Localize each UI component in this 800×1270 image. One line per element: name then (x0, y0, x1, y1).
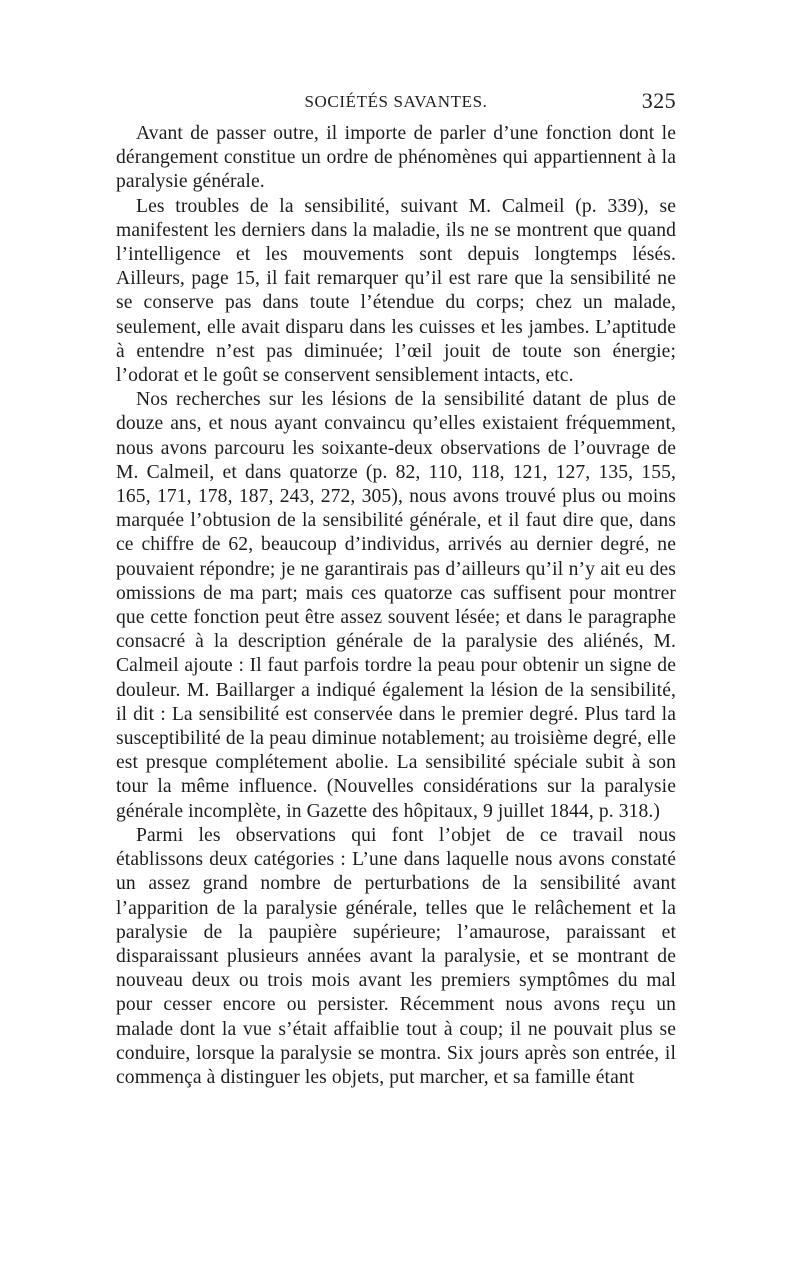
paragraph: Avant de passer outre, il importe de parler d’une fonction dont le dérangement constitue un ordre de phénomènes qui appartiennent à la paralysie générale. (116, 123, 676, 193)
paragraph: Nos recherches sur les lésions de la sensibilité datant de plus de douze ans, et nous ayant convaincu qu’elles existaient fréquemment, nous avons parcouru les soixante-deux observations de l’ouvrage de M. Calmeil, et dans quatorze (p. 82, 110, 118, 121, 127, 135, 155, 165, 171, 178, 187, 243, 272, 305), nous avons trouvé plus ou moins marquée l’obtusion de la sensibilité générale, et il faut dire que, dans ce chiffre de 62, beaucoup d’individus, arrivés au dernier degré, ne pouvaient répondre; je ne garantirais pas d’ailleurs qu’il n’y ait eu des omissions de ma part; mais ces quatorze cas suffisent pour montrer que cette fonction peut être assez souvent lésée; et dans le paragraphe consacré à la description générale de la paralysie des aliénés, M. Calmeil ajoute : Il faut parfois tordre la peau pour obtenir un signe de douleur. M. Baillarger a indiqué également la lésion de la sensibilité, il dit : La sensibilité est conservée dans le premier degré. Plus tard la susceptibilité de la peau diminue notablement; au troisième degré, elle est presque complétement abolie. La sensibilité spéciale subit à son tour la même influence. (Nouvelles considérations sur la paralysie générale incomplète, in Gazette des hôpitaux, 9 juillet 1844, p. 318.) (116, 389, 676, 822)
paragraph: Parmi les observations qui font l’objet de ce travail nous établissons deux catégories : L’une dans laquelle nous avons constaté un assez grand nombre de perturbations de la sensibilité avant l’apparition de la paralysie générale, telles que le relâchement et la paralysie de la paupière supérieure; l’amaurose, paraissant et disparaissant plusieurs années avant la paralysie, et se montrant de nouveau deux ou trois mois avant les premiers symptômes du mal pour cesser encore ou persister. Récemment nous avons reçu un malade dont la vue s’était affaiblie tout à coup; il ne pouvait plus se conduire, lorsque la paralysie se montra. Six jours après son entrée, il commença à distinguer les objets, put marcher, et sa famille étant (116, 824, 676, 1088)
running-head: SOCIÉTÉS SAVANTES. (304, 92, 488, 111)
body-text (116, 122, 676, 1090)
page-header (116, 88, 676, 122)
paragraph: Les troubles de la sensibilité, suivant M. Calmeil (p. 339), se manifestent les derniers dans la maladie, ils ne se montrent que quand l’intelligence et les mouvements sont depuis longtemps lésés. Ailleurs, page 15, il fait remarquer qu’il est rare que la sensibilité ne se conserve pas dans toute l’étendue du corps; chez un malade, seulement, elle avait disparu dans les cuisses et les jambes. L’aptitude à entendre n’est pas diminuée; l’œil jouit de toute son énergie; l’odorat et le goût se conservent sensiblement intacts, etc. (116, 195, 676, 387)
book-page (116, 88, 676, 1090)
page-number: 325 (641, 88, 676, 113)
